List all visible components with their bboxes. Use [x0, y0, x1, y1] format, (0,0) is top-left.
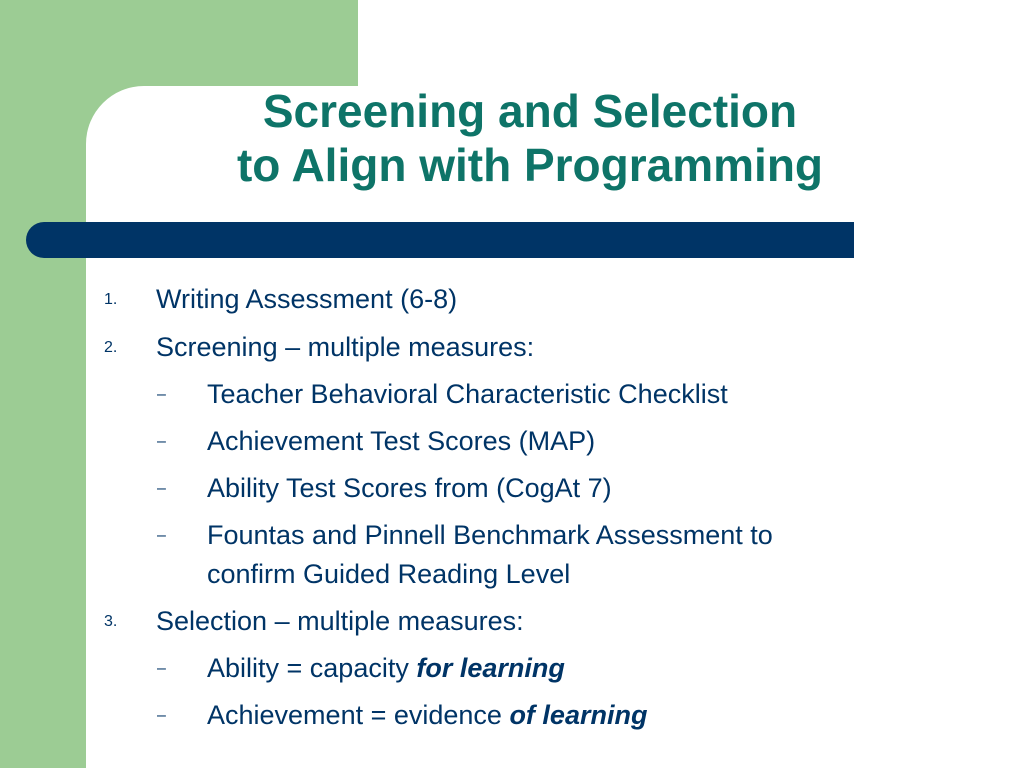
sub-marker: – — [157, 433, 166, 450]
sub-item-ability-scores: Ability Test Scores from (CogAt 7) — [207, 473, 612, 503]
sub-item-behavioral-checklist: Teacher Behavioral Characteristic Checklist — [207, 379, 728, 409]
sub-item-ability-capacity — [207, 649, 565, 687]
sub-item-fountas-pinnell-line1: Fountas and Pinnell Benchmark Assessment to — [207, 520, 773, 550]
list-marker-2: 2. — [104, 339, 118, 356]
sub-item-text: Ability = capacity — [207, 653, 417, 683]
sub-item-fountas-pinnell-line2: confirm Guided Reading Level — [207, 559, 571, 589]
sub-item-text: Achievement = evidence — [207, 700, 510, 730]
sub-item-achievement-scores: Achievement Test Scores (MAP) — [207, 426, 596, 456]
title-divider-bar — [26, 222, 854, 258]
list-marker-3: 3. — [104, 613, 118, 630]
sub-marker: – — [157, 660, 166, 677]
list-item-screening: Screening – multiple measures: — [156, 332, 535, 362]
list-marker-1: 1. — [104, 291, 118, 308]
list-item-selection: Selection – multiple measures: — [156, 606, 524, 636]
emphasis-text: of learning — [509, 700, 648, 730]
sub-marker: – — [157, 707, 166, 724]
list-item-writing-assessment: Writing Assessment (6-8) — [156, 284, 458, 314]
sub-marker: – — [157, 527, 166, 544]
title-line-1: Screening and Selection — [262, 85, 798, 137]
sub-item-achievement-evidence — [207, 696, 647, 734]
emphasis-text: for learning — [416, 653, 565, 683]
title-line-2: to Align with Programming — [236, 139, 824, 191]
sub-marker: – — [157, 480, 166, 497]
slide-title — [150, 84, 910, 192]
sub-marker: – — [157, 386, 166, 403]
